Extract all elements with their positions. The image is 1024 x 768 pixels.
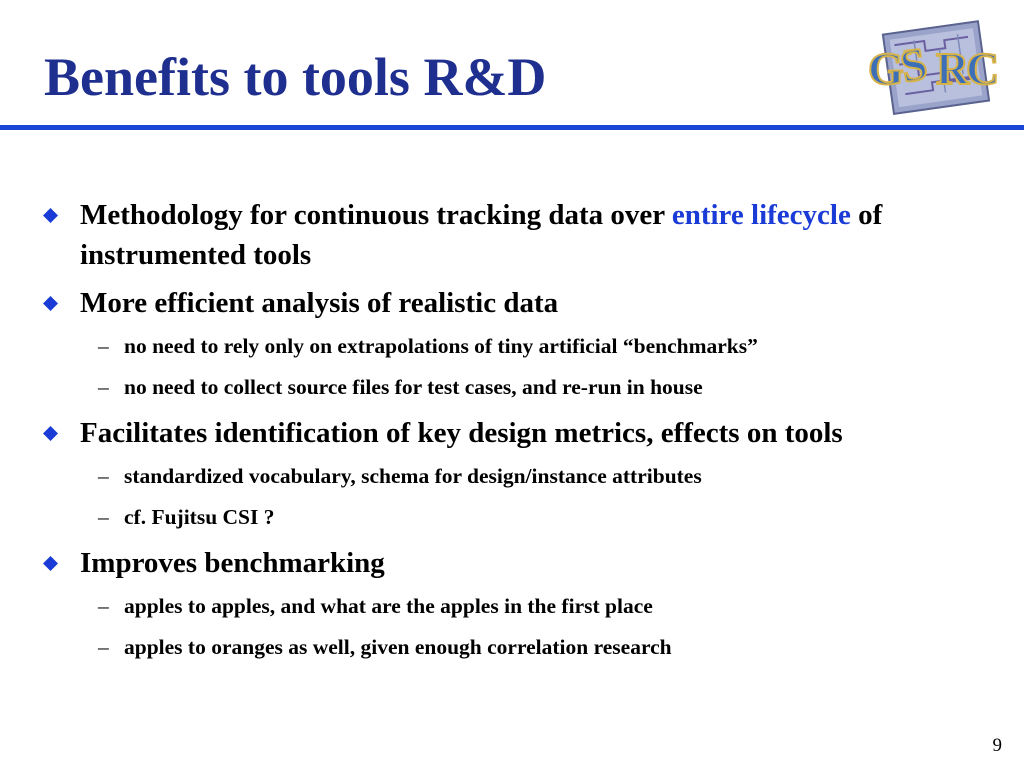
sub-bullet-item [40,502,1000,532]
dash-icon: – [98,594,109,618]
dash-icon: – [98,334,109,358]
bullet-text: Methodology for continuous tracking data over [80,199,672,231]
dash-icon: – [98,635,109,659]
dash-icon: – [98,464,109,488]
slide-title: Benefits to tools R&D [44,47,547,107]
svg-text:R: R [936,43,970,94]
sub-bullet-text: apples to apples, and what are the apples in the first place [124,594,653,618]
bullet-text: Improves benchmarking [80,547,385,579]
dash-icon: – [98,505,109,529]
bullet-item [40,413,1000,453]
title-divider [0,125,1024,130]
diamond-icon [43,556,58,571]
diamond-icon [43,296,58,311]
page-number: 9 [992,735,1002,756]
sub-bullet-item [40,372,1000,402]
svg-text:S: S [895,37,932,93]
svg-text:C: C [966,43,1000,94]
sub-bullet-item [40,461,1000,491]
dash-icon: – [98,375,109,399]
gsrc-logo [858,20,1008,115]
sub-bullet-text: apples to oranges as well, given enough correlation research [124,635,672,659]
svg-text:G: G [868,43,904,94]
sub-bullet-text: no need to collect source files for test cases, and re-run in house [124,375,703,399]
sub-bullet-text: cf. Fujitsu CSI ? [124,505,275,529]
sub-bullet-text: standardized vocabulary, schema for design/instance attributes [124,464,702,488]
sub-bullet-item [40,632,1000,662]
bullet-item [40,195,1000,275]
diamond-icon [43,426,58,441]
bullet-item [40,283,1000,323]
bullet-list [40,195,1000,673]
bullet-text: More efficient analysis of realistic data [80,287,559,319]
bullet-item [40,543,1000,583]
sub-bullet-item [40,331,1000,361]
bullet-text: Facilitates identification of key design metrics, effects on tools [80,417,843,449]
bullet-text-highlight: entire lifecycle [671,199,851,231]
bullet-text: of instrumented tools [80,199,883,271]
diamond-icon [43,208,58,223]
sub-bullet-text: no need to rely only on extrapolations of tiny artificial “benchmarks” [124,334,758,358]
sub-bullet-item [40,591,1000,621]
